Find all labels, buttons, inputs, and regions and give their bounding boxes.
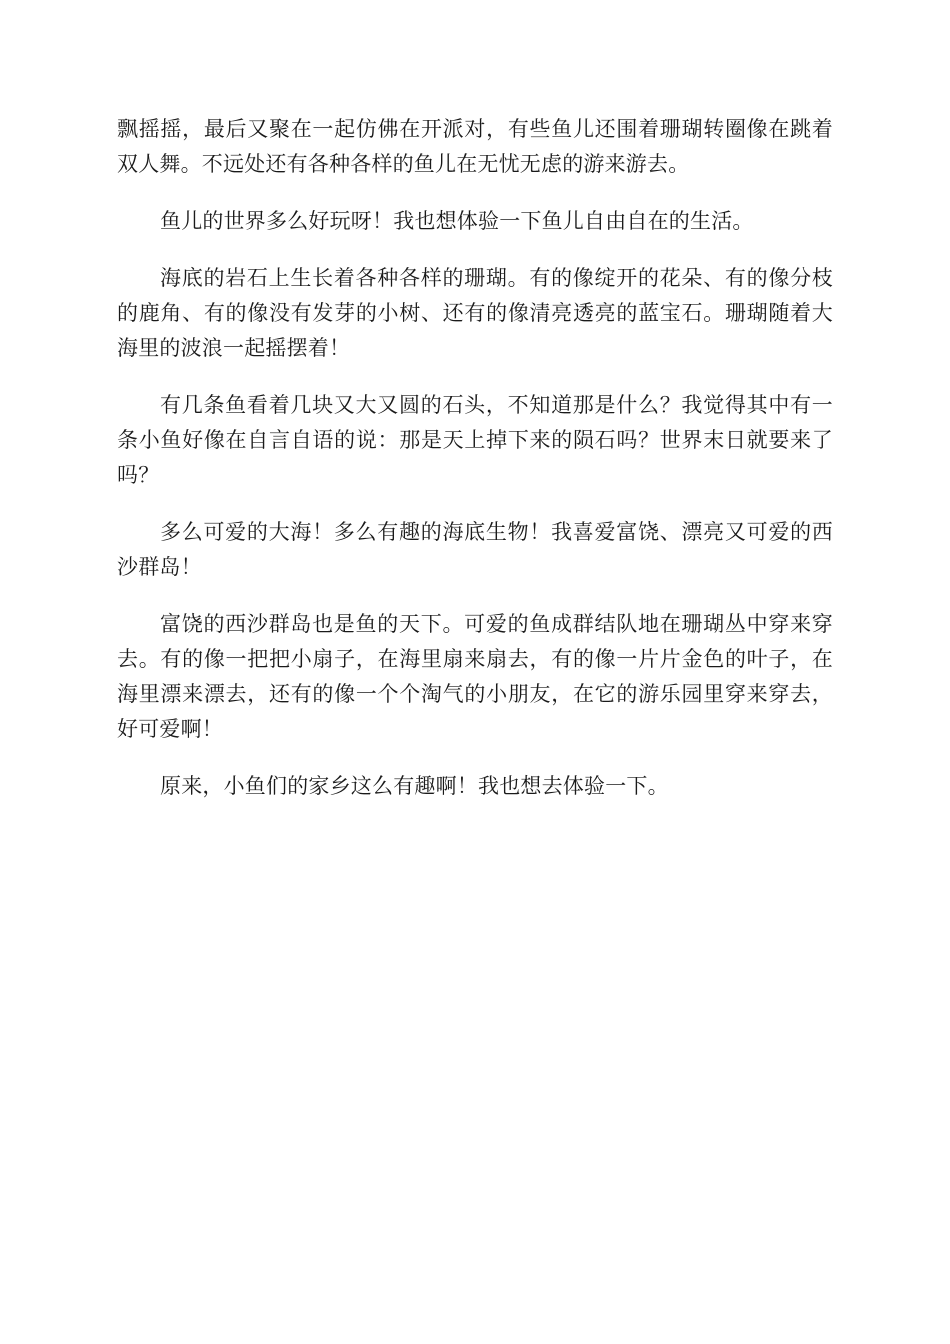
- paragraph-4: 有几条鱼看着几块又大又圆的石头，不知道那是什么？我觉得其中有一条小鱼好像在自言自语的说：那是天上掉下来的陨石吗？世界末日就要来了吗？: [117, 393, 833, 487]
- document-body: [117, 112, 833, 826]
- paragraph-7: 原来，小鱼们的家乡这么有趣啊！我也想去体验一下。: [160, 774, 669, 798]
- paragraph-3: 海底的岩石上生长着各种各样的珊瑚。有的像绽开的花朵、有的像分枝的鹿角、有的像没有发芽的小树、还有的像清亮透亮的蓝宝石。珊瑚随着大海里的波浪一起摇摆着！: [117, 266, 833, 360]
- paragraph-2: 鱼儿的世界多么好玩呀！我也想体验一下鱼儿自由自在的生活。: [160, 209, 754, 233]
- paragraph-6: 富饶的西沙群岛也是鱼的天下。可爱的鱼成群结队地在珊瑚丛中穿来穿去。有的像一把把小扇子，在海里扇来扇去，有的像一片片金色的叶子，在海里漂来漂去，还有的像一个个淘气的小朋友，在它的游乐园里穿来穿去，好可爱啊！: [117, 612, 833, 741]
- paragraph-5: 多么可爱的大海！多么有趣的海底生物！我喜爱富饶、漂亮又可爱的西沙群岛！: [117, 520, 833, 579]
- paragraph-1: 飘摇摇，最后又聚在一起仿佛在开派对，有些鱼儿还围着珊瑚转圈像在跳着双人舞。不远处还有各种各样的鱼儿在无忧无虑的游来游去。: [117, 117, 833, 176]
